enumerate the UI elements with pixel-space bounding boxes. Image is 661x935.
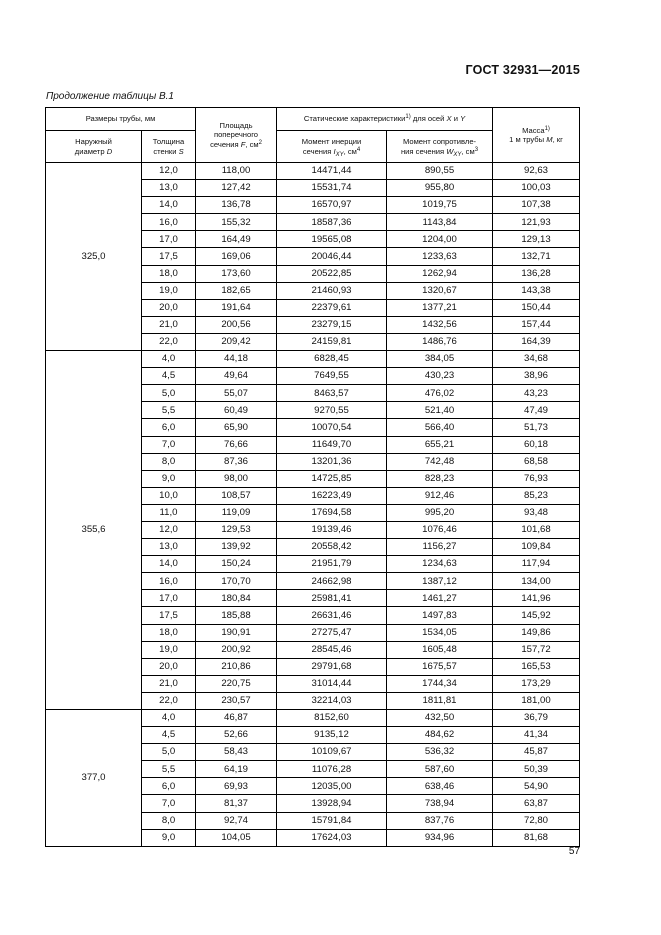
wall-thickness-cell: 20,0 <box>142 658 196 675</box>
header-mass: Масса$^{1)}$ 1 м трубы M, кг <box>493 108 580 163</box>
section-modulus-cell: 1262,94 <box>387 265 493 282</box>
mass-cell: 107,38 <box>493 197 580 214</box>
section-modulus-cell: 1744,34 <box>387 675 493 692</box>
wall-thickness-cell: 17,5 <box>142 607 196 624</box>
header-static-characteristics: Статические характеристики$^{1)}$ для осей X и Y <box>277 108 493 131</box>
page-number: 57 <box>568 846 580 857</box>
area-cell: 119,09 <box>196 504 277 521</box>
mass-cell: 129,13 <box>493 231 580 248</box>
inertia-cell: 14471,44 <box>277 163 387 180</box>
section-modulus-cell: 638,46 <box>387 778 493 795</box>
wall-thickness-cell: 11,0 <box>142 504 196 521</box>
wall-thickness-cell: 5,5 <box>142 402 196 419</box>
area-cell: 44,18 <box>196 351 277 368</box>
wall-thickness-cell: 8,0 <box>142 812 196 829</box>
mass-cell: 41,34 <box>493 727 580 744</box>
mass-cell: 34,68 <box>493 351 580 368</box>
mass-cell: 54,90 <box>493 778 580 795</box>
wall-thickness-cell: 17,0 <box>142 590 196 607</box>
inertia-cell: 13201,36 <box>277 453 387 470</box>
standard-header: ГОСТ 32931—2015 <box>465 63 580 77</box>
section-modulus-cell: 1675,57 <box>387 658 493 675</box>
wall-thickness-cell: 22,0 <box>142 333 196 350</box>
mass-cell: 36,79 <box>493 710 580 727</box>
header-outer-diameter: Наружный диаметр D <box>46 131 142 163</box>
inertia-cell: 27275,47 <box>277 624 387 641</box>
mass-cell: 157,44 <box>493 316 580 333</box>
mass-cell: 157,72 <box>493 641 580 658</box>
wall-thickness-cell: 12,0 <box>142 521 196 538</box>
section-modulus-cell: 912,46 <box>387 487 493 504</box>
area-cell: 76,66 <box>196 436 277 453</box>
wall-thickness-cell: 5,0 <box>142 744 196 761</box>
mass-cell: 165,53 <box>493 658 580 675</box>
inertia-cell: 31014,44 <box>277 675 387 692</box>
mass-cell: 38,96 <box>493 368 580 385</box>
mass-cell: 164,39 <box>493 333 580 350</box>
mass-cell: 47,49 <box>493 402 580 419</box>
inertia-cell: 7649,55 <box>277 368 387 385</box>
wall-thickness-cell: 10,0 <box>142 487 196 504</box>
area-cell: 173,60 <box>196 265 277 282</box>
wall-thickness-cell: 4,0 <box>142 710 196 727</box>
area-cell: 118,00 <box>196 163 277 180</box>
area-cell: 200,92 <box>196 641 277 658</box>
mass-cell: 51,73 <box>493 419 580 436</box>
inertia-cell: 10070,54 <box>277 419 387 436</box>
section-modulus-cell: 655,21 <box>387 436 493 453</box>
mass-cell: 101,68 <box>493 521 580 538</box>
wall-thickness-cell: 14,0 <box>142 556 196 573</box>
area-cell: 209,42 <box>196 333 277 350</box>
section-modulus-cell: 1432,56 <box>387 316 493 333</box>
mass-cell: 85,23 <box>493 487 580 504</box>
inertia-cell: 19139,46 <box>277 521 387 538</box>
wall-thickness-cell: 9,0 <box>142 470 196 487</box>
inertia-cell: 21951,79 <box>277 556 387 573</box>
area-cell: 104,05 <box>196 829 277 846</box>
inertia-cell: 17624,03 <box>277 829 387 846</box>
wall-thickness-cell: 7,0 <box>142 795 196 812</box>
area-cell: 81,37 <box>196 795 277 812</box>
mass-cell: 143,38 <box>493 282 580 299</box>
area-cell: 180,84 <box>196 590 277 607</box>
mass-cell: 100,03 <box>493 180 580 197</box>
inertia-cell: 6828,45 <box>277 351 387 368</box>
wall-thickness-cell: 13,0 <box>142 180 196 197</box>
wall-thickness-cell: 5,0 <box>142 385 196 402</box>
wall-thickness-cell: 21,0 <box>142 675 196 692</box>
mass-cell: 81,68 <box>493 829 580 846</box>
inertia-cell: 20522,85 <box>277 265 387 282</box>
wall-thickness-cell: 4,5 <box>142 368 196 385</box>
header-moment-of-inertia: Момент инерции сечения $I_{XY}$, $см^4$ <box>277 131 387 163</box>
inertia-cell: 26631,46 <box>277 607 387 624</box>
section-modulus-cell: 536,32 <box>387 744 493 761</box>
area-cell: 185,88 <box>196 607 277 624</box>
wall-thickness-cell: 22,0 <box>142 692 196 709</box>
wall-thickness-cell: 6,0 <box>142 419 196 436</box>
area-cell: 46,87 <box>196 710 277 727</box>
wall-thickness-cell: 17,5 <box>142 248 196 265</box>
wall-thickness-cell: 7,0 <box>142 436 196 453</box>
area-cell: 190,91 <box>196 624 277 641</box>
mass-cell: 136,28 <box>493 265 580 282</box>
section-modulus-cell: 1377,21 <box>387 299 493 316</box>
wall-thickness-cell: 16,0 <box>142 214 196 231</box>
inertia-cell: 9135,12 <box>277 727 387 744</box>
inertia-cell: 10109,67 <box>277 744 387 761</box>
area-cell: 108,57 <box>196 487 277 504</box>
section-modulus-cell: 566,40 <box>387 419 493 436</box>
mass-cell: 149,86 <box>493 624 580 641</box>
area-cell: 136,78 <box>196 197 277 214</box>
inertia-cell: 24662,98 <box>277 573 387 590</box>
section-modulus-cell: 432,50 <box>387 710 493 727</box>
area-cell: 69,93 <box>196 778 277 795</box>
section-modulus-cell: 1143,84 <box>387 214 493 231</box>
inertia-cell: 13928,94 <box>277 795 387 812</box>
inertia-cell: 21460,93 <box>277 282 387 299</box>
mass-cell: 72,80 <box>493 812 580 829</box>
outer-diameter-cell: 325,0 <box>46 163 142 351</box>
inertia-cell: 24159,81 <box>277 333 387 350</box>
wall-thickness-cell: 19,0 <box>142 641 196 658</box>
mass-cell: 63,87 <box>493 795 580 812</box>
area-cell: 210,86 <box>196 658 277 675</box>
mass-cell: 60,18 <box>493 436 580 453</box>
section-modulus-cell: 955,80 <box>387 180 493 197</box>
inertia-cell: 8463,57 <box>277 385 387 402</box>
section-modulus-cell: 1233,63 <box>387 248 493 265</box>
wall-thickness-cell: 4,5 <box>142 727 196 744</box>
header-pipe-dimensions: Размеры трубы, мм <box>46 108 196 131</box>
inertia-cell: 18587,36 <box>277 214 387 231</box>
section-modulus-cell: 1076,46 <box>387 521 493 538</box>
area-cell: 200,56 <box>196 316 277 333</box>
section-modulus-cell: 1234,63 <box>387 556 493 573</box>
wall-thickness-cell: 19,0 <box>142 282 196 299</box>
inertia-cell: 8152,60 <box>277 710 387 727</box>
section-modulus-cell: 995,20 <box>387 504 493 521</box>
inertia-cell: 14725,85 <box>277 470 387 487</box>
area-cell: 139,92 <box>196 539 277 556</box>
wall-thickness-cell: 8,0 <box>142 453 196 470</box>
header-area: Площадь поперечного сечения F, $см^2$ <box>196 108 277 163</box>
section-modulus-cell: 476,02 <box>387 385 493 402</box>
section-modulus-cell: 1461,27 <box>387 590 493 607</box>
area-cell: 92,74 <box>196 812 277 829</box>
section-modulus-cell: 828,23 <box>387 470 493 487</box>
area-cell: 150,24 <box>196 556 277 573</box>
area-cell: 65,90 <box>196 419 277 436</box>
mass-cell: 181,00 <box>493 692 580 709</box>
table-row <box>46 163 580 180</box>
outer-diameter-cell: 377,0 <box>46 710 142 847</box>
inertia-cell: 19565,08 <box>277 231 387 248</box>
header-wall-thickness: Толщина стенки S <box>142 131 196 163</box>
area-cell: 155,32 <box>196 214 277 231</box>
inertia-cell: 15531,74 <box>277 180 387 197</box>
section-modulus-cell: 1320,67 <box>387 282 493 299</box>
mass-cell: 109,84 <box>493 539 580 556</box>
wall-thickness-cell: 17,0 <box>142 231 196 248</box>
mass-cell: 68,58 <box>493 453 580 470</box>
section-modulus-cell: 587,60 <box>387 761 493 778</box>
area-cell: 127,42 <box>196 180 277 197</box>
table-body <box>46 163 580 847</box>
mass-cell: 173,29 <box>493 675 580 692</box>
section-modulus-cell: 384,05 <box>387 351 493 368</box>
mass-cell: 45,87 <box>493 744 580 761</box>
mass-cell: 145,92 <box>493 607 580 624</box>
mass-cell: 134,00 <box>493 573 580 590</box>
wall-thickness-cell: 16,0 <box>142 573 196 590</box>
mass-cell: 150,44 <box>493 299 580 316</box>
mass-cell: 76,93 <box>493 470 580 487</box>
area-cell: 64,19 <box>196 761 277 778</box>
section-modulus-cell: 1204,00 <box>387 231 493 248</box>
wall-thickness-cell: 21,0 <box>142 316 196 333</box>
section-modulus-cell: 837,76 <box>387 812 493 829</box>
table-row <box>46 351 580 368</box>
mass-cell: 50,39 <box>493 761 580 778</box>
inertia-cell: 16570,97 <box>277 197 387 214</box>
area-cell: 169,06 <box>196 248 277 265</box>
wall-thickness-cell: 12,0 <box>142 163 196 180</box>
inertia-cell: 11649,70 <box>277 436 387 453</box>
header-row-1 <box>46 108 580 131</box>
section-modulus-cell: 742,48 <box>387 453 493 470</box>
header-section-modulus: Момент сопротивле- ния сечения $W_{XY}$, $см^3$ <box>387 131 493 163</box>
section-modulus-cell: 1019,75 <box>387 197 493 214</box>
section-modulus-cell: 738,94 <box>387 795 493 812</box>
inertia-cell: 22379,61 <box>277 299 387 316</box>
mass-cell: 92,63 <box>493 163 580 180</box>
inertia-cell: 28545,46 <box>277 641 387 658</box>
wall-thickness-cell: 14,0 <box>142 197 196 214</box>
section-modulus-cell: 521,40 <box>387 402 493 419</box>
area-cell: 220,75 <box>196 675 277 692</box>
inertia-cell: 32214,03 <box>277 692 387 709</box>
area-cell: 60,49 <box>196 402 277 419</box>
outer-diameter-cell: 355,6 <box>46 351 142 710</box>
area-cell: 164,49 <box>196 231 277 248</box>
area-cell: 182,65 <box>196 282 277 299</box>
mass-cell: 121,93 <box>493 214 580 231</box>
wall-thickness-cell: 5,5 <box>142 761 196 778</box>
inertia-cell: 16223,49 <box>277 487 387 504</box>
area-cell: 191,64 <box>196 299 277 316</box>
inertia-cell: 25981,41 <box>277 590 387 607</box>
section-modulus-cell: 1387,12 <box>387 573 493 590</box>
pipe-properties-table <box>45 107 580 847</box>
area-cell: 58,43 <box>196 744 277 761</box>
area-cell: 87,36 <box>196 453 277 470</box>
area-cell: 52,66 <box>196 727 277 744</box>
mass-cell: 132,71 <box>493 248 580 265</box>
wall-thickness-cell: 9,0 <box>142 829 196 846</box>
wall-thickness-cell: 18,0 <box>142 265 196 282</box>
section-modulus-cell: 890,55 <box>387 163 493 180</box>
area-cell: 98,00 <box>196 470 277 487</box>
section-modulus-cell: 1534,05 <box>387 624 493 641</box>
inertia-cell: 9270,55 <box>277 402 387 419</box>
inertia-cell: 20046,44 <box>277 248 387 265</box>
table-row <box>46 710 580 727</box>
mass-cell: 43,23 <box>493 385 580 402</box>
wall-thickness-cell: 20,0 <box>142 299 196 316</box>
table-caption: Продолжение таблицы В.1 <box>46 91 174 102</box>
section-modulus-cell: 1605,48 <box>387 641 493 658</box>
section-modulus-cell: 484,62 <box>387 727 493 744</box>
area-cell: 129,53 <box>196 521 277 538</box>
wall-thickness-cell: 18,0 <box>142 624 196 641</box>
inertia-cell: 11076,28 <box>277 761 387 778</box>
area-cell: 49,64 <box>196 368 277 385</box>
section-modulus-cell: 1156,27 <box>387 539 493 556</box>
inertia-cell: 23279,15 <box>277 316 387 333</box>
section-modulus-cell: 934,96 <box>387 829 493 846</box>
mass-cell: 93,48 <box>493 504 580 521</box>
inertia-cell: 12035,00 <box>277 778 387 795</box>
area-cell: 230,57 <box>196 692 277 709</box>
wall-thickness-cell: 13,0 <box>142 539 196 556</box>
area-cell: 170,70 <box>196 573 277 590</box>
section-modulus-cell: 1811,81 <box>387 692 493 709</box>
section-modulus-cell: 1497,83 <box>387 607 493 624</box>
area-cell: 55,07 <box>196 385 277 402</box>
inertia-cell: 29791,68 <box>277 658 387 675</box>
inertia-cell: 17694,58 <box>277 504 387 521</box>
mass-cell: 141,96 <box>493 590 580 607</box>
section-modulus-cell: 430,23 <box>387 368 493 385</box>
section-modulus-cell: 1486,76 <box>387 333 493 350</box>
inertia-cell: 15791,84 <box>277 812 387 829</box>
mass-cell: 117,94 <box>493 556 580 573</box>
inertia-cell: 20558,42 <box>277 539 387 556</box>
wall-thickness-cell: 6,0 <box>142 778 196 795</box>
wall-thickness-cell: 4,0 <box>142 351 196 368</box>
